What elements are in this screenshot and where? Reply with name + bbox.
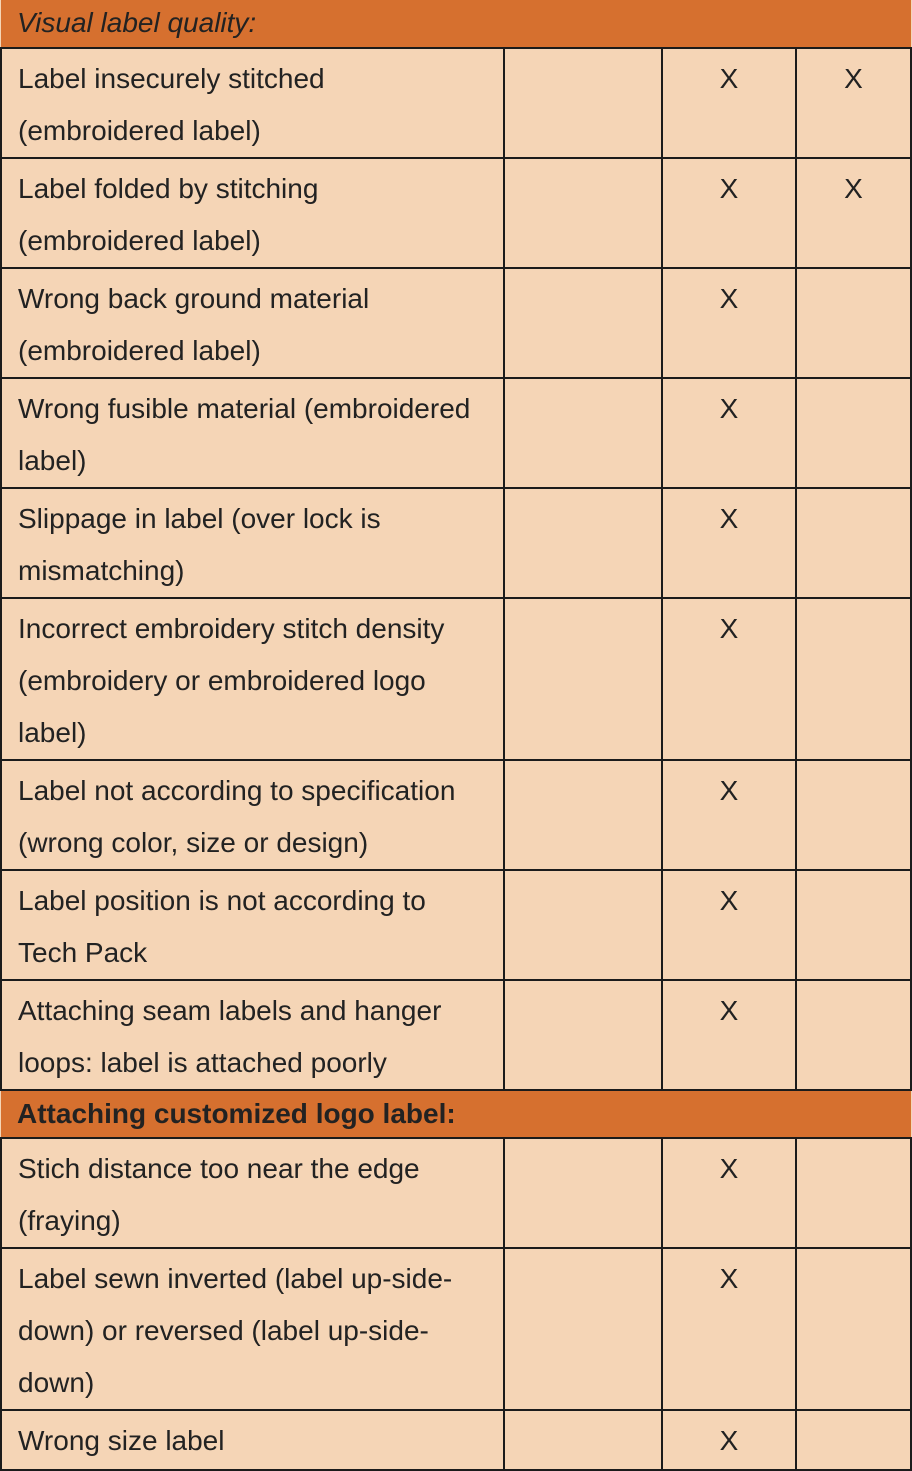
table-row bbox=[1, 598, 911, 760]
mark-cell: X bbox=[662, 268, 796, 378]
table-row bbox=[1, 870, 911, 980]
mark-cell bbox=[796, 488, 911, 598]
mark-cell: X bbox=[662, 158, 796, 268]
mark-cell: X bbox=[662, 378, 796, 488]
mark-cell bbox=[504, 158, 662, 268]
mark-cell bbox=[504, 48, 662, 158]
defect-label: Wrong back ground material (embroidered label) bbox=[1, 268, 504, 378]
mark-cell bbox=[796, 1138, 911, 1248]
table-row bbox=[1, 760, 911, 870]
mark-cell bbox=[796, 870, 911, 980]
mark-cell: X bbox=[662, 870, 796, 980]
mark-cell bbox=[796, 268, 911, 378]
table-row bbox=[1, 268, 911, 378]
section-title: Visual label quality: bbox=[1, 0, 911, 48]
mark-cell bbox=[504, 870, 662, 980]
table-row bbox=[1, 48, 911, 158]
mark-cell: X bbox=[796, 158, 911, 268]
table-row bbox=[1, 1248, 911, 1410]
defect-label: Wrong size label bbox=[1, 1410, 504, 1470]
mark-cell bbox=[504, 760, 662, 870]
table-row bbox=[1, 378, 911, 488]
table-row bbox=[1, 488, 911, 598]
defect-label: Attaching seam labels and hanger loops: label is attached poorly bbox=[1, 980, 504, 1090]
table-row bbox=[1, 980, 911, 1090]
defect-label: Label insecurely stitched (embroidered label) bbox=[1, 48, 504, 158]
defect-label: Label sewn inverted (label up-side-down) or reversed (label up-side-down) bbox=[1, 1248, 504, 1410]
mark-cell: X bbox=[662, 598, 796, 760]
mark-cell bbox=[796, 1248, 911, 1410]
mark-cell bbox=[796, 378, 911, 488]
defect-label: Label not according to specification (wrong color, size or design) bbox=[1, 760, 504, 870]
mark-cell bbox=[504, 1248, 662, 1410]
section-header-visual-label-quality bbox=[1, 0, 911, 48]
mark-cell bbox=[504, 980, 662, 1090]
defect-label: Incorrect embroidery stitch density (embroidery or embroidered logo label) bbox=[1, 598, 504, 760]
mark-cell: X bbox=[662, 1138, 796, 1248]
mark-cell bbox=[796, 980, 911, 1090]
defect-label: Stich distance too near the edge (fraying) bbox=[1, 1138, 504, 1248]
mark-cell bbox=[504, 1410, 662, 1470]
defect-label: Wrong fusible material (embroidered label) bbox=[1, 378, 504, 488]
mark-cell: X bbox=[662, 980, 796, 1090]
defect-label: Slippage in label (over lock is mismatching) bbox=[1, 488, 504, 598]
table-row bbox=[1, 158, 911, 268]
mark-cell bbox=[504, 1138, 662, 1248]
defect-label: Label position is not according to Tech Pack bbox=[1, 870, 504, 980]
defect-label: Label folded by stitching (embroidered label) bbox=[1, 158, 504, 268]
section-header-attaching-customized-logo-label bbox=[1, 1090, 911, 1138]
section-title: Attaching customized logo label: bbox=[1, 1090, 911, 1138]
mark-cell: X bbox=[796, 48, 911, 158]
mark-cell: X bbox=[662, 1410, 796, 1470]
mark-cell: X bbox=[662, 1248, 796, 1410]
mark-cell bbox=[796, 760, 911, 870]
mark-cell bbox=[504, 268, 662, 378]
mark-cell bbox=[796, 598, 911, 760]
mark-cell: X bbox=[662, 48, 796, 158]
mark-cell bbox=[504, 488, 662, 598]
table-row bbox=[1, 1410, 911, 1470]
mark-cell: X bbox=[662, 760, 796, 870]
mark-cell bbox=[504, 378, 662, 488]
mark-cell bbox=[796, 1410, 911, 1470]
table-row bbox=[1, 1138, 911, 1248]
mark-cell bbox=[504, 598, 662, 760]
mark-cell: X bbox=[662, 488, 796, 598]
